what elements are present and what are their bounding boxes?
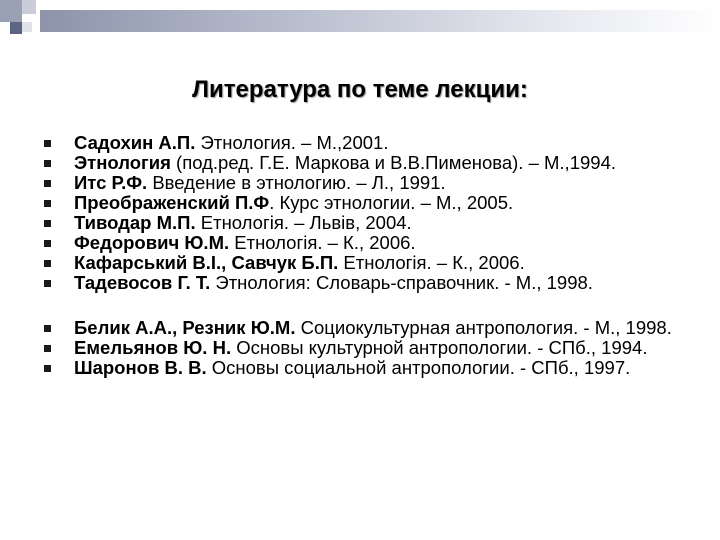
item-author: Тиводар М.П. [74, 212, 196, 233]
square-bullet-icon [44, 365, 51, 372]
item-text: Этнология: Словарь-справочник. - М., 1998. [210, 272, 593, 293]
decor-square-1 [0, 0, 22, 22]
square-bullet-icon [44, 325, 51, 332]
list-item [44, 133, 694, 153]
list-item [44, 358, 694, 378]
square-bullet-icon [44, 220, 51, 227]
item-author: Тадевосов Г. Т. [74, 272, 211, 293]
item-text: (под.ред. Г.Е. Маркова и В.В.Пименова). – М.,1994. [170, 152, 616, 173]
list-spacer [44, 293, 694, 318]
square-bullet-icon [44, 260, 51, 267]
list-item [44, 213, 694, 233]
slide-title: Литература по теме лекции: [192, 76, 528, 103]
item-text: Введение в этнологию. – Л., 1991. [147, 172, 446, 193]
decor-gradient-bar [40, 10, 720, 32]
square-bullet-icon [44, 160, 51, 167]
item-text: Основы социальной антропологии. - СПб., 1997. [206, 357, 631, 378]
square-bullet-icon [44, 280, 51, 287]
item-author: Емельянов Ю. Н. [74, 337, 232, 358]
item-author: Федорович Ю.М. [74, 232, 230, 253]
square-bullet-icon [44, 345, 51, 352]
list-item [44, 253, 694, 273]
item-author: Итс Р.Ф. [74, 172, 148, 193]
list-item [44, 273, 694, 293]
item-text: Социокультурная антропология. - М., 1998. [295, 317, 672, 338]
item-author: Кафарський В.І., Савчук Б.П. [74, 252, 339, 273]
list-item [44, 153, 694, 173]
item-author: Садохин А.П. [74, 132, 196, 153]
list-item [44, 193, 694, 213]
square-bullet-icon [44, 240, 51, 247]
square-bullet-icon [44, 140, 51, 147]
item-author: Преображенский П.Ф [74, 192, 270, 213]
item-text: Основы культурной антропологии. - СПб., 1994. [231, 337, 648, 358]
item-text: Етнологія. – К., 2006. [229, 232, 416, 253]
reference-list [44, 133, 694, 378]
decor-square-4 [22, 22, 32, 32]
decor-square-3 [10, 22, 22, 34]
square-bullet-icon [44, 200, 51, 207]
list-item [44, 338, 694, 358]
item-text: Етнологія. – К., 2006. [338, 252, 525, 273]
item-text: Етнологія. – Львів, 2004. [195, 212, 412, 233]
list-item [44, 318, 694, 338]
item-author: Этнология [74, 152, 171, 173]
decor-square-2 [22, 0, 36, 14]
square-bullet-icon [44, 180, 51, 187]
list-item [44, 233, 694, 253]
item-text: . Курс этнологии. – М., 2005. [269, 192, 514, 213]
item-author: Шаронов В. В. [74, 357, 207, 378]
list-item [44, 173, 694, 193]
item-author: Белик А.А., Резник Ю.М. [74, 317, 296, 338]
item-text: Этнология. – М.,2001. [195, 132, 389, 153]
